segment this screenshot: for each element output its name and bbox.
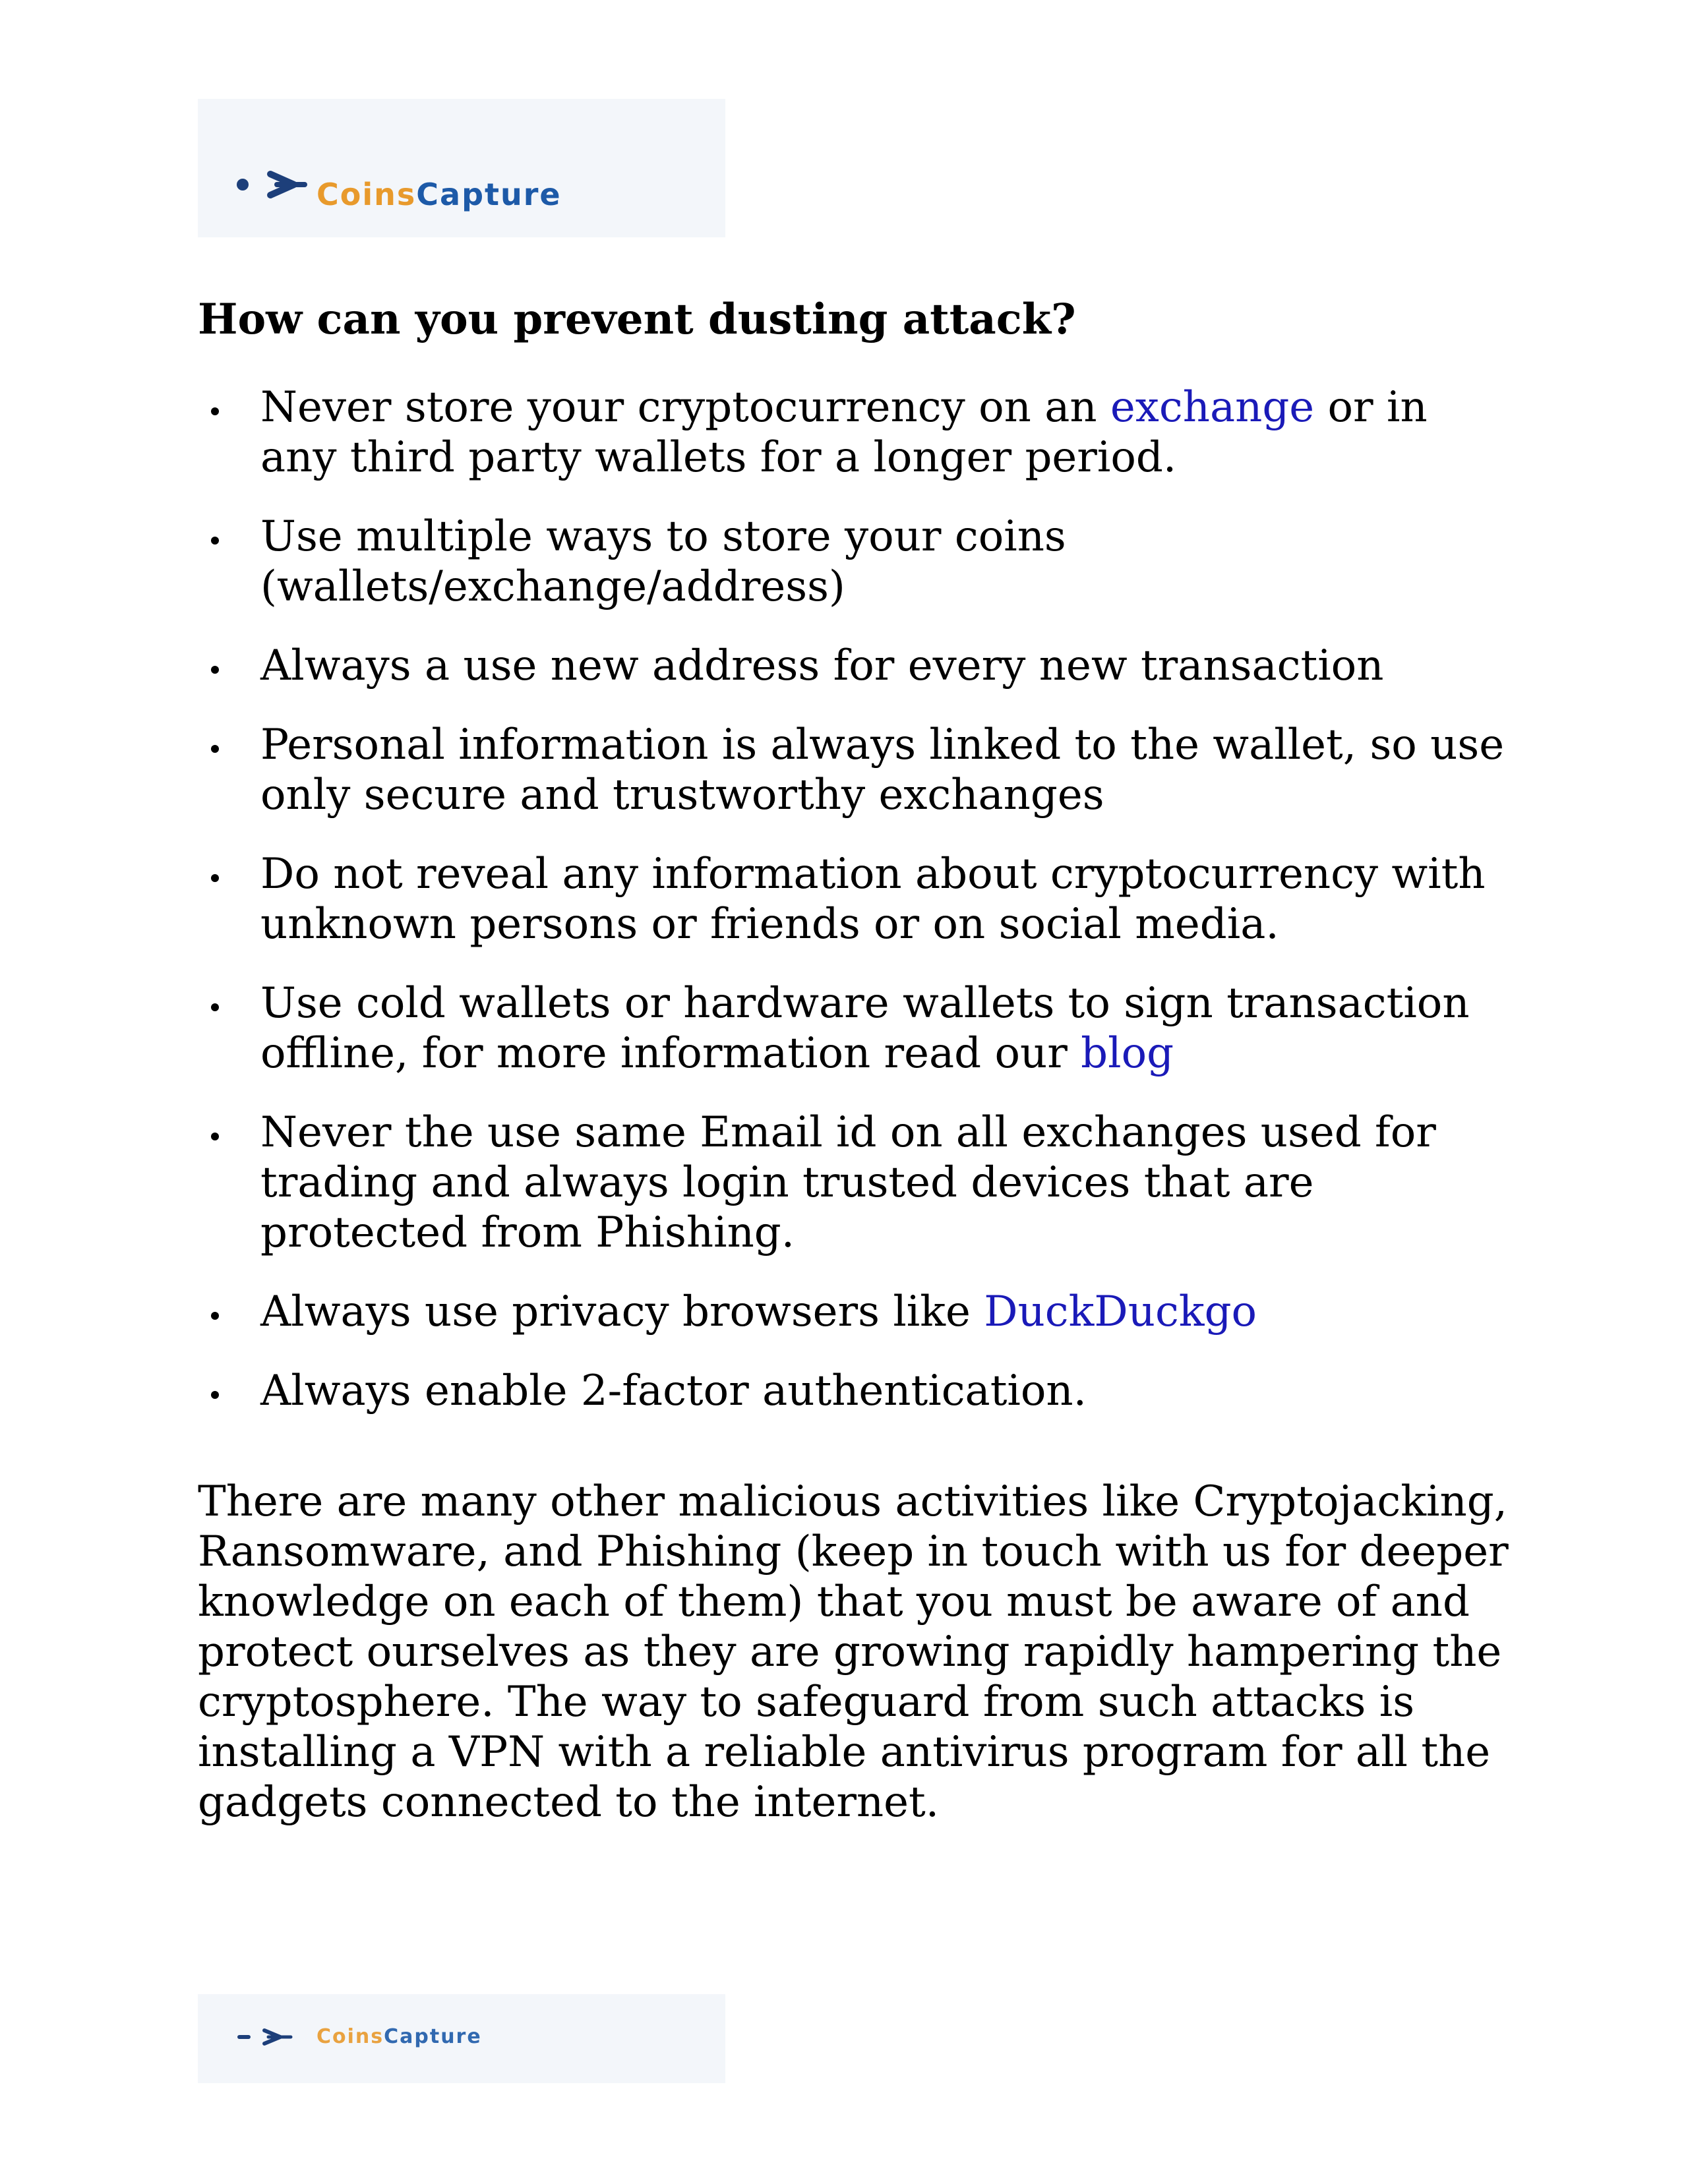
list-item	[198, 849, 1510, 949]
logo-arrow-icon	[231, 165, 310, 204]
logo-wordmark-part-a: Coins	[316, 2025, 384, 2048]
duckduckgo-link[interactable]: DuckDuckgo	[984, 1287, 1257, 1336]
list-item-text: Always a use new address for every new transaction	[260, 641, 1384, 690]
closing-paragraph: There are many other malicious activities like Cryptojacking, Ransomware, and Phishing (keep in touch with us for deeper knowledge on each of them) that you must be aware of and protect ourselves as they are growing rapidly hampering the cryptosphere. The way to safeguard from such attacks is installing a VPN with a reliable antivirus program for all the gadgets connected to the internet.	[198, 1477, 1509, 1827]
bullet-dot-icon	[211, 1003, 219, 1011]
prevention-tips-list	[198, 382, 1510, 1445]
bullet-dot-icon	[211, 1312, 219, 1320]
list-item-text: Do not reveal any information about cryptocurrency with unknown persons or friends or on social media.	[260, 850, 1486, 949]
list-item-text: Always enable 2-factor authentication.	[260, 1367, 1087, 1415]
list-item-text: Use cold wallets or hardware wallets to sign transaction offline, for more information read our	[260, 979, 1470, 1078]
list-item	[198, 978, 1510, 1078]
section-heading: How can you prevent dusting attack?	[198, 295, 1076, 344]
list-item	[198, 1366, 1510, 1416]
list-item	[198, 382, 1510, 483]
coinscapture-logo-top	[198, 99, 725, 237]
bullet-dot-icon	[211, 874, 219, 882]
bullet-dot-icon	[211, 666, 219, 674]
bullet-dot-icon	[211, 1391, 219, 1399]
list-item	[198, 641, 1510, 691]
exchange-link[interactable]: exchange	[1110, 383, 1315, 432]
list-item-text: Never the use same Email id on all exchanges used for trading and always login trusted devices that are protected from Phishing.	[260, 1108, 1436, 1257]
list-item	[198, 1107, 1510, 1258]
logo-wordmark-part-a: Coins	[316, 177, 417, 212]
bullet-dot-icon	[211, 537, 219, 545]
list-item	[198, 512, 1510, 612]
logo-wordmark	[316, 179, 562, 210]
list-item	[198, 720, 1510, 820]
bullet-dot-icon	[211, 745, 219, 753]
blog-link[interactable]: blog	[1081, 1029, 1174, 1078]
list-item-text: Always use privacy browsers like	[260, 1287, 984, 1336]
bullet-dot-icon	[211, 1133, 219, 1140]
list-item-text: Personal information is always linked to the wallet, so use only secure and trustworthy exchanges	[260, 721, 1505, 819]
list-item-text: Use multiple ways to store your coins (wallets/exchange/address)	[260, 512, 1066, 611]
list-item	[198, 1287, 1510, 1337]
logo-wordmark-part-b: Capture	[416, 177, 562, 212]
logo-wordmark-part-b: Capture	[384, 2025, 482, 2048]
list-item-text: Never store your cryptocurrency on an	[260, 383, 1110, 432]
logo-wordmark	[316, 2027, 482, 2047]
coinscapture-logo-bottom	[198, 1994, 725, 2083]
logo-arrow-icon	[234, 2024, 293, 2050]
bullet-dot-icon	[211, 407, 219, 415]
list-item-text: or in any third party wallets for a longer period.	[260, 383, 1428, 482]
